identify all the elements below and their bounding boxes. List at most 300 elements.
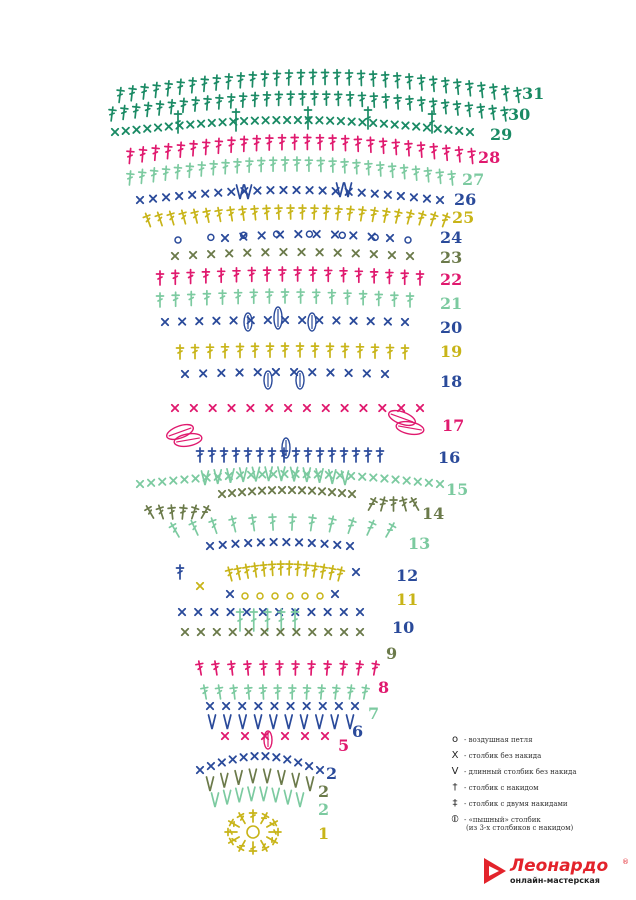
sc-symbol xyxy=(179,609,185,615)
dc-symbol xyxy=(228,661,237,676)
sc-symbol xyxy=(319,187,325,193)
long-sc-symbol xyxy=(245,185,252,199)
dc-symbol xyxy=(353,448,360,462)
dc-symbol xyxy=(289,685,296,699)
sc-symbol xyxy=(239,703,245,709)
long-sc-symbol xyxy=(212,793,219,807)
dc-symbol xyxy=(202,269,209,283)
dc-symbol xyxy=(287,205,294,219)
dc-symbol xyxy=(209,448,216,462)
dc-symbol xyxy=(249,514,258,531)
dc-symbol xyxy=(156,504,167,519)
sc-symbol xyxy=(191,405,197,411)
sc-symbol xyxy=(385,318,391,324)
dc-symbol xyxy=(263,92,270,106)
sc-symbol xyxy=(306,763,312,769)
sc-symbol xyxy=(255,703,261,709)
dc-symbol xyxy=(246,158,253,172)
dc-symbol xyxy=(140,84,149,100)
dc-symbol xyxy=(164,81,172,97)
dc-symbol xyxy=(228,137,236,152)
long-sc-symbol xyxy=(224,715,231,729)
row-label-25: 25 xyxy=(452,208,475,227)
legend-text: - длинный столбик без накида xyxy=(464,768,577,776)
sc-symbol xyxy=(332,231,338,237)
dc-symbol xyxy=(347,92,354,106)
dc-symbol xyxy=(340,268,347,282)
sc-symbol xyxy=(424,124,430,130)
chain-icon: o xyxy=(451,734,459,745)
sc-symbol xyxy=(222,733,228,739)
sc-symbol xyxy=(236,369,242,375)
dc-symbol xyxy=(377,162,385,176)
sc-symbol xyxy=(467,129,473,135)
dc-symbol xyxy=(430,98,438,113)
dc-symbol xyxy=(150,168,158,182)
sc-symbol xyxy=(309,369,315,375)
sc-symbol xyxy=(280,249,286,255)
dc-symbol xyxy=(208,517,220,534)
row-label-7: 7 xyxy=(368,704,380,723)
sc-symbol xyxy=(402,122,408,128)
sc-symbol xyxy=(228,405,234,411)
dc-symbol xyxy=(197,448,204,462)
dc-symbol xyxy=(116,87,125,103)
dc-symbol xyxy=(275,91,282,105)
sc-symbol xyxy=(289,487,295,493)
dc-symbol xyxy=(235,290,242,304)
sc-symbol xyxy=(249,488,255,494)
long-sc-symbol xyxy=(252,467,259,481)
long-sc-symbol xyxy=(292,774,299,788)
sc-symbol xyxy=(417,405,423,411)
sc-symbol xyxy=(333,317,339,323)
row-label-14: 14 xyxy=(422,504,445,523)
sc-symbol xyxy=(195,609,201,615)
sc-symbol xyxy=(319,488,325,494)
dc-symbol xyxy=(263,205,271,219)
dc-symbol xyxy=(172,292,179,306)
dc-symbol xyxy=(190,209,200,224)
long-sc-symbol xyxy=(270,715,277,729)
sc-symbol xyxy=(308,609,314,615)
long-sc-symbol xyxy=(307,777,314,791)
dc-symbol xyxy=(391,292,398,306)
dc-symbol xyxy=(342,344,349,358)
sc-symbol xyxy=(389,252,395,258)
sc-symbol xyxy=(219,759,225,765)
row-label-27: 27 xyxy=(462,170,485,189)
sc-symbol xyxy=(296,539,302,545)
row-label-24: 24 xyxy=(440,228,463,247)
dc-symbol xyxy=(412,166,420,180)
sc-symbol xyxy=(347,543,353,549)
dc-symbol xyxy=(266,289,273,303)
dc-symbol xyxy=(276,661,283,675)
single-crochet-icon: X xyxy=(451,750,459,761)
dc-symbol xyxy=(303,685,311,699)
dc-symbol xyxy=(282,289,289,303)
row-label-8: 8 xyxy=(378,678,390,697)
sc-symbol xyxy=(259,471,265,477)
sc-symbol xyxy=(299,317,305,323)
dc-symbol xyxy=(128,85,137,101)
dc-symbol xyxy=(186,163,194,177)
row-label-2a: 2 xyxy=(326,764,338,783)
dc-symbol xyxy=(312,343,319,357)
dc-symbol xyxy=(269,448,276,462)
dc-symbol xyxy=(227,834,241,846)
sc-symbol xyxy=(338,118,344,124)
long-sc-symbol xyxy=(207,777,214,791)
sc-symbol xyxy=(295,117,301,123)
sc-symbol xyxy=(327,369,333,375)
dc-symbol xyxy=(335,91,342,105)
dc-symbol xyxy=(418,97,426,111)
sc-symbol xyxy=(349,491,355,497)
sc-symbol xyxy=(262,249,268,255)
long-sc-symbol xyxy=(236,788,243,802)
dc-symbol xyxy=(202,139,210,154)
dc-symbol xyxy=(188,78,196,93)
sc-symbol xyxy=(352,703,358,709)
dc-symbol xyxy=(264,609,271,631)
legend-text: - столбик с двумя накидами xyxy=(464,800,568,808)
long-sc-symbol xyxy=(240,468,247,482)
sc-symbol xyxy=(357,609,363,615)
dc-symbol xyxy=(258,158,265,172)
dc-symbol xyxy=(179,505,187,520)
sc-symbol xyxy=(239,489,245,495)
dc-symbol xyxy=(344,290,351,304)
dc-symbol xyxy=(334,70,341,85)
sc-symbol xyxy=(336,703,342,709)
sc-symbol xyxy=(293,629,299,635)
dc-symbol xyxy=(299,205,306,219)
row-label-2c: 2 xyxy=(318,800,330,819)
dc-symbol xyxy=(365,496,378,512)
sc-symbol xyxy=(426,480,432,486)
dc-symbol xyxy=(215,138,223,153)
dc-symbol xyxy=(305,448,312,462)
sc-symbol xyxy=(230,317,236,323)
dc-symbol xyxy=(233,109,240,131)
sc-symbol xyxy=(254,187,260,193)
long-sc-symbol xyxy=(331,715,338,729)
dc-symbol xyxy=(383,521,397,538)
dc-symbol xyxy=(375,291,382,305)
row-label-10: 10 xyxy=(392,618,415,637)
dc-symbol xyxy=(443,145,451,160)
sc-symbol xyxy=(273,754,279,760)
dc-symbol xyxy=(323,661,331,676)
dc-symbol xyxy=(286,561,293,575)
dc-symbol xyxy=(417,271,424,285)
sc-symbol xyxy=(267,187,273,193)
sc-symbol xyxy=(320,703,326,709)
sc-symbol xyxy=(261,629,267,635)
long-sc-symbol xyxy=(284,790,291,804)
sc-symbol xyxy=(309,540,315,546)
dc-symbol xyxy=(188,519,201,536)
sc-symbol xyxy=(370,120,376,126)
row-label-21: 21 xyxy=(440,294,463,313)
dc-symbol xyxy=(288,514,296,530)
dc-symbol xyxy=(311,91,318,105)
sc-symbol xyxy=(273,369,279,375)
legend-text: - столбик с накидом xyxy=(464,784,539,792)
dc-symbol xyxy=(430,76,438,91)
dc-symbol xyxy=(211,661,220,676)
dc-symbol xyxy=(402,345,409,359)
dc-symbol xyxy=(416,210,427,225)
dc-symbol xyxy=(177,142,185,157)
sc-symbol xyxy=(271,703,277,709)
dc-symbol xyxy=(278,135,285,150)
sc-symbol xyxy=(208,763,214,769)
dc-symbol xyxy=(250,609,257,631)
sc-symbol xyxy=(295,759,301,765)
sc-symbol xyxy=(197,583,203,589)
sc-symbol xyxy=(348,473,354,479)
dc-symbol xyxy=(191,97,199,111)
dc-symbol xyxy=(221,448,228,462)
dc-symbol xyxy=(152,82,160,98)
dc-symbol xyxy=(354,136,361,151)
legend-item-long-single-crochet xyxy=(448,766,628,782)
sc-symbol xyxy=(368,318,374,324)
sc-symbol xyxy=(270,539,276,545)
sc-symbol xyxy=(269,487,275,493)
dc-symbol xyxy=(399,496,409,511)
dc-symbol xyxy=(120,105,129,120)
dc-symbol xyxy=(322,205,330,219)
row-label-15: 15 xyxy=(446,480,469,499)
sc-symbol xyxy=(252,117,258,123)
sc-symbol xyxy=(295,231,301,237)
sc-symbol xyxy=(341,405,347,411)
dc-symbol xyxy=(382,94,390,108)
sc-symbol xyxy=(200,370,206,376)
sc-symbol xyxy=(381,475,387,481)
sc-symbol xyxy=(273,117,279,123)
sc-symbol xyxy=(150,195,156,201)
sc-symbol xyxy=(198,121,204,127)
dc-symbol xyxy=(162,166,170,180)
dc-symbol xyxy=(387,345,394,359)
dc-symbol xyxy=(309,70,316,85)
dc-symbol xyxy=(428,211,439,226)
dc-symbol xyxy=(234,159,241,173)
dc-symbol xyxy=(345,517,357,534)
dc-symbol xyxy=(448,171,456,186)
dc-symbol xyxy=(252,343,259,357)
long-sc-symbol xyxy=(297,793,304,807)
dc-symbol xyxy=(327,343,334,357)
dc-symbol xyxy=(317,685,325,700)
sc-symbol xyxy=(359,474,365,480)
dc-symbol xyxy=(234,565,244,580)
dc-symbol xyxy=(328,290,335,304)
row-label-5: 5 xyxy=(338,736,350,755)
sc-symbol xyxy=(219,491,225,497)
dc-symbol xyxy=(302,562,310,577)
dc-symbol xyxy=(195,660,204,675)
brand-name: Леонардо xyxy=(510,856,609,876)
sc-symbol xyxy=(133,127,139,133)
sc-symbol xyxy=(282,317,288,323)
chain-symbol xyxy=(405,237,411,243)
dc-symbol xyxy=(381,208,391,223)
dc-symbol xyxy=(392,139,400,154)
sc-symbol xyxy=(242,733,248,739)
dc-symbol xyxy=(304,135,311,150)
dc-symbol xyxy=(236,811,248,825)
sc-symbol xyxy=(437,481,443,487)
dc-symbol xyxy=(126,148,134,164)
dc-symbol xyxy=(198,504,211,520)
sc-symbol xyxy=(341,629,347,635)
sc-symbol xyxy=(259,488,265,494)
sc-symbol xyxy=(322,733,328,739)
sc-symbol xyxy=(285,405,291,411)
dc-symbol xyxy=(342,136,349,151)
dc-symbol xyxy=(297,343,304,357)
long-sc-symbol xyxy=(265,467,272,481)
dc-symbol xyxy=(225,74,233,89)
dc-symbol xyxy=(250,810,257,822)
sc-symbol xyxy=(424,195,430,201)
dc-symbol xyxy=(327,565,337,580)
sc-symbol xyxy=(353,569,359,575)
dc-symbol xyxy=(282,343,289,357)
dc-symbol xyxy=(157,271,164,285)
dc-symbol xyxy=(278,609,285,631)
long-sc-symbol xyxy=(227,469,234,483)
sc-symbol xyxy=(379,405,385,411)
dc-symbol xyxy=(305,157,312,171)
dc-symbol xyxy=(151,145,159,160)
dc-symbol xyxy=(377,448,384,462)
dc-symbol xyxy=(143,504,156,520)
row-label-17: 17 xyxy=(442,416,465,435)
dc-symbol xyxy=(388,163,396,177)
dc-symbol xyxy=(282,157,289,171)
brand-logo-block[interactable] xyxy=(484,856,634,892)
sc-symbol xyxy=(172,253,178,259)
dc-symbol xyxy=(215,95,223,109)
brand-subtitle: онлайн-мастерская xyxy=(510,876,600,885)
sc-symbol xyxy=(321,541,327,547)
sc-symbol xyxy=(293,187,299,193)
row-label-30: 30 xyxy=(508,105,531,124)
dc-symbol xyxy=(297,289,304,303)
dc-symbol xyxy=(407,293,414,307)
dc-symbol xyxy=(108,107,117,122)
long-sc-symbol xyxy=(260,787,267,801)
row-label-2b: 2 xyxy=(318,782,330,801)
dc-symbol xyxy=(245,685,253,700)
dc-symbol xyxy=(294,267,301,281)
legend-item-double-crochet xyxy=(448,782,628,798)
dc-symbol xyxy=(250,289,257,303)
dc-symbol xyxy=(478,82,486,98)
dc-symbol xyxy=(355,661,364,676)
sc-symbol xyxy=(329,489,335,495)
sc-symbol xyxy=(222,235,228,241)
dc-symbol xyxy=(132,104,140,119)
legend-text: - воздушная петля xyxy=(464,736,533,744)
dc-symbol xyxy=(406,74,414,89)
sc-symbol xyxy=(299,487,305,493)
dc-symbol xyxy=(268,561,276,575)
sc-symbol xyxy=(316,317,322,323)
dc-symbol xyxy=(291,135,298,150)
dc-symbol xyxy=(259,685,267,699)
dc-symbol xyxy=(245,448,252,462)
sc-symbol xyxy=(368,233,374,239)
dc-symbol xyxy=(233,448,240,462)
sc-symbol xyxy=(207,543,213,549)
dc-symbol xyxy=(353,160,360,174)
sc-symbol xyxy=(192,475,198,481)
dc-symbol xyxy=(179,98,187,113)
dc-symbol xyxy=(200,684,209,699)
dc-symbol xyxy=(275,205,283,219)
long-sc-symbol xyxy=(278,467,285,481)
dc-symbol xyxy=(372,344,379,358)
sc-symbol xyxy=(211,609,217,615)
chain-symbol xyxy=(242,593,248,599)
sc-symbol xyxy=(230,629,236,635)
sc-symbol xyxy=(179,318,185,324)
sc-symbol xyxy=(202,190,208,196)
sc-symbol xyxy=(262,117,268,123)
long-sc-symbol xyxy=(249,769,256,783)
sc-symbol xyxy=(196,318,202,324)
dc-symbol xyxy=(404,209,414,224)
dc-symbol xyxy=(270,157,277,171)
long-sc-symbol xyxy=(235,771,242,785)
row-label-16: 16 xyxy=(438,448,461,467)
sc-symbol xyxy=(357,629,363,635)
dc-symbol xyxy=(357,206,366,221)
sc-symbol xyxy=(306,187,312,193)
dc-symbol xyxy=(239,93,247,107)
dc-symbol xyxy=(299,91,306,105)
sc-symbol xyxy=(223,703,229,709)
long-sc-symbol xyxy=(342,471,349,485)
dc-symbol xyxy=(369,207,378,222)
sc-symbol xyxy=(392,476,398,482)
sc-symbol xyxy=(407,253,413,259)
dc-symbol xyxy=(277,561,284,575)
dc-symbol xyxy=(258,839,270,853)
treble-crochet-icon: ‡ xyxy=(452,798,458,809)
dc-symbol xyxy=(441,99,449,114)
sc-symbol xyxy=(245,629,251,635)
dc-symbol xyxy=(408,496,421,512)
sc-symbol xyxy=(162,319,168,325)
sc-symbol xyxy=(258,232,264,238)
dc-symbol xyxy=(341,448,348,462)
sc-symbol xyxy=(364,370,370,376)
sc-symbol xyxy=(227,609,233,615)
sc-symbol xyxy=(189,192,195,198)
sc-symbol xyxy=(435,125,441,131)
sc-symbol xyxy=(385,192,391,198)
sc-symbol xyxy=(182,371,188,377)
